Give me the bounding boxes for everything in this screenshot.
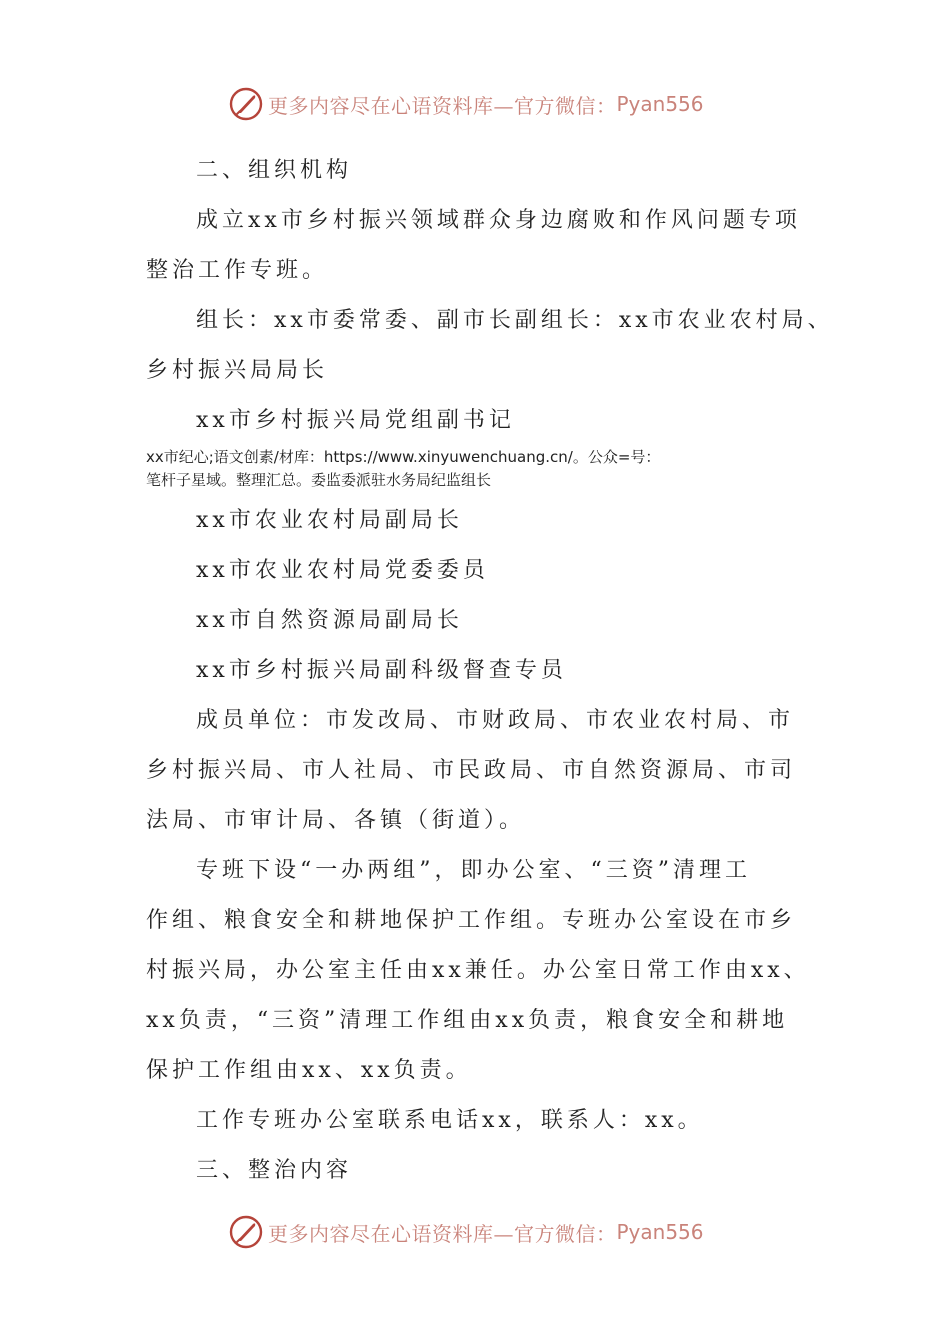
paragraph-line: 村振兴局，办公室主任由xx兼任。办公室日常工作由xx、	[146, 958, 810, 983]
paragraph-line: 成立xx市乡村振兴领域群众身边腐败和作风问题专项	[196, 208, 801, 233]
paragraph-line: xx市乡村振兴局副科级督查专员	[196, 658, 567, 683]
paragraph-line: 法局、市审计局、各镇（街道）。	[146, 808, 526, 833]
paragraph-line: 组长：xx市委常委、副市长副组长：xx市农业农村局、	[196, 308, 834, 333]
paragraph-line: xx市农业农村局党委委员	[196, 558, 489, 583]
footer-banner	[228, 1212, 704, 1252]
paragraph-line: 作组、粮食安全和耕地保护工作组。专班办公室设在市乡	[146, 908, 797, 933]
section-heading: 三、整治内容	[196, 1158, 353, 1183]
paragraph-line: 专班下设“一办两组”，即办公室、“三资”清理工	[196, 858, 751, 883]
paragraph-line: 整治工作专班。	[146, 258, 329, 283]
feather-pen-logo-icon	[228, 1214, 264, 1250]
paragraph-line: xx市农业农村局副局长	[196, 508, 463, 533]
banner-text: 更多内容尽在心语资料库—官方微信：	[268, 1221, 617, 1246]
banner-wechat-id: Pyan556	[616, 1220, 704, 1244]
inserted-note-line: 笔杆子星域。整理汇总。委监委派驻水务局纪监组长	[146, 471, 492, 489]
inserted-note-line: xx市纪心;语文创素/材库：https://www.xinyuwenchuang.cn/。公众=号：	[146, 448, 661, 466]
paragraph-line: 工作专班办公室联系电话xx，联系人：xx。	[196, 1108, 704, 1133]
paragraph-line: xx市自然资源局副局长	[196, 608, 463, 633]
paragraph-line: 乡村振兴局局长	[146, 358, 329, 383]
banner-wechat-id: Pyan556	[616, 92, 704, 116]
paragraph-line: xx负责，“三资”清理工作组由xx负责，粮食安全和耕地	[146, 1008, 789, 1033]
paragraph-line: 成员单位：市发改局、市财政局、市农业农村局、市	[196, 708, 795, 733]
banner-text: 更多内容尽在心语资料库—官方微信：	[268, 93, 617, 118]
section-heading: 二、组织机构	[196, 158, 353, 183]
paragraph-line: 保护工作组由xx、xx负责。	[146, 1058, 472, 1083]
paragraph-line: xx市乡村振兴局党组副书记	[196, 408, 515, 433]
paragraph-line: 乡村振兴局、市人社局、市民政局、市自然资源局、市司	[146, 758, 797, 783]
header-banner	[228, 84, 704, 124]
feather-pen-logo-icon	[228, 86, 264, 122]
